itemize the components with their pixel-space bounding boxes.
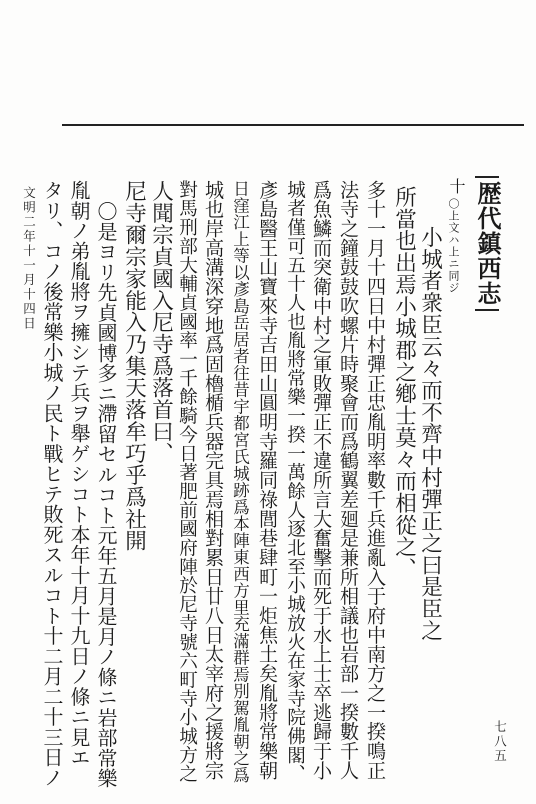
text-column-7: 彥島醫王山寶來寺吉田山圓明寺羅同祿閭巷肆町一炬焦土矣胤將常樂朝 [256,180,280,780]
text-column-2: 所當也出焉小城郡之鄕士莫々而相從之、 [391,186,417,580]
text-column-5: 爲魚鱗而突衛中村之軍敗彈正不違所言大奮擊而死于水上士卒逃歸于小 [310,180,334,780]
top-rule [62,124,524,126]
text-column-4: 法寺之鐘鼓鼓吹螺片時聚會而爲鶴翼差廻是兼所相議也岩部一揆數千人 [337,180,361,780]
text-column-10: 對馬刑部大輔貞國率一千餘騎今日著肥前國府陣於尼寺號六町寺小城方之 [176,180,198,784]
volume-number: 十 [447,178,466,194]
side-date-note: 文明二年十一月十四日 [21,186,37,331]
book-title: 歴代鎮西志 [475,176,499,311]
page-number: 七八五 [492,720,508,764]
text-column-15: タリ、コノ後常樂小城ノ民ト戰ヒテ敗死スルコト十二月二十三日ノ [40,180,64,788]
text-column-6: 城者僅可五十人也胤將常樂一揆一萬餘人逐北至小城放火在家寺院佛閣、 [284,180,306,784]
text-column-8: 日窪江上等以彥島岳居者往昔宇都宮氏城跡爲本陣東西方里充滿群焉別駕胤朝之爲 [230,180,250,783]
header-note: 〇上文ハ上ニ同ジ [447,198,460,294]
text-column-11: 人聞宗貞國入尼寺爲落首曰、 [148,180,174,465]
text-column-3: 多十一月十四日中村彈正忠胤明率數千兵進亂入于府中南方之一揆鳴正 [364,180,388,780]
text-column-14: 胤朝ノ弟胤將ヲ擁シテ兵ヲ舉ゲシコト本年十月十九日ノ條ニ見エ [67,180,91,768]
text-column-9: 城也岸高溝深穿地爲固櫓楯兵器完具焉相對累日廿八日太宰府之援將宗 [202,180,226,780]
text-column-12: 尼寺爾宗家能入乃集天落牟巧乎爲社開 [121,180,147,552]
text-column-1: 小城者衆臣云々而不齊中村彈正之曰是臣之 [417,226,443,642]
text-column-13: 〇是ヨリ先貞國博多ニ滯留セルコト元年五月是月ノ條ニ岩部常樂 [94,201,118,789]
